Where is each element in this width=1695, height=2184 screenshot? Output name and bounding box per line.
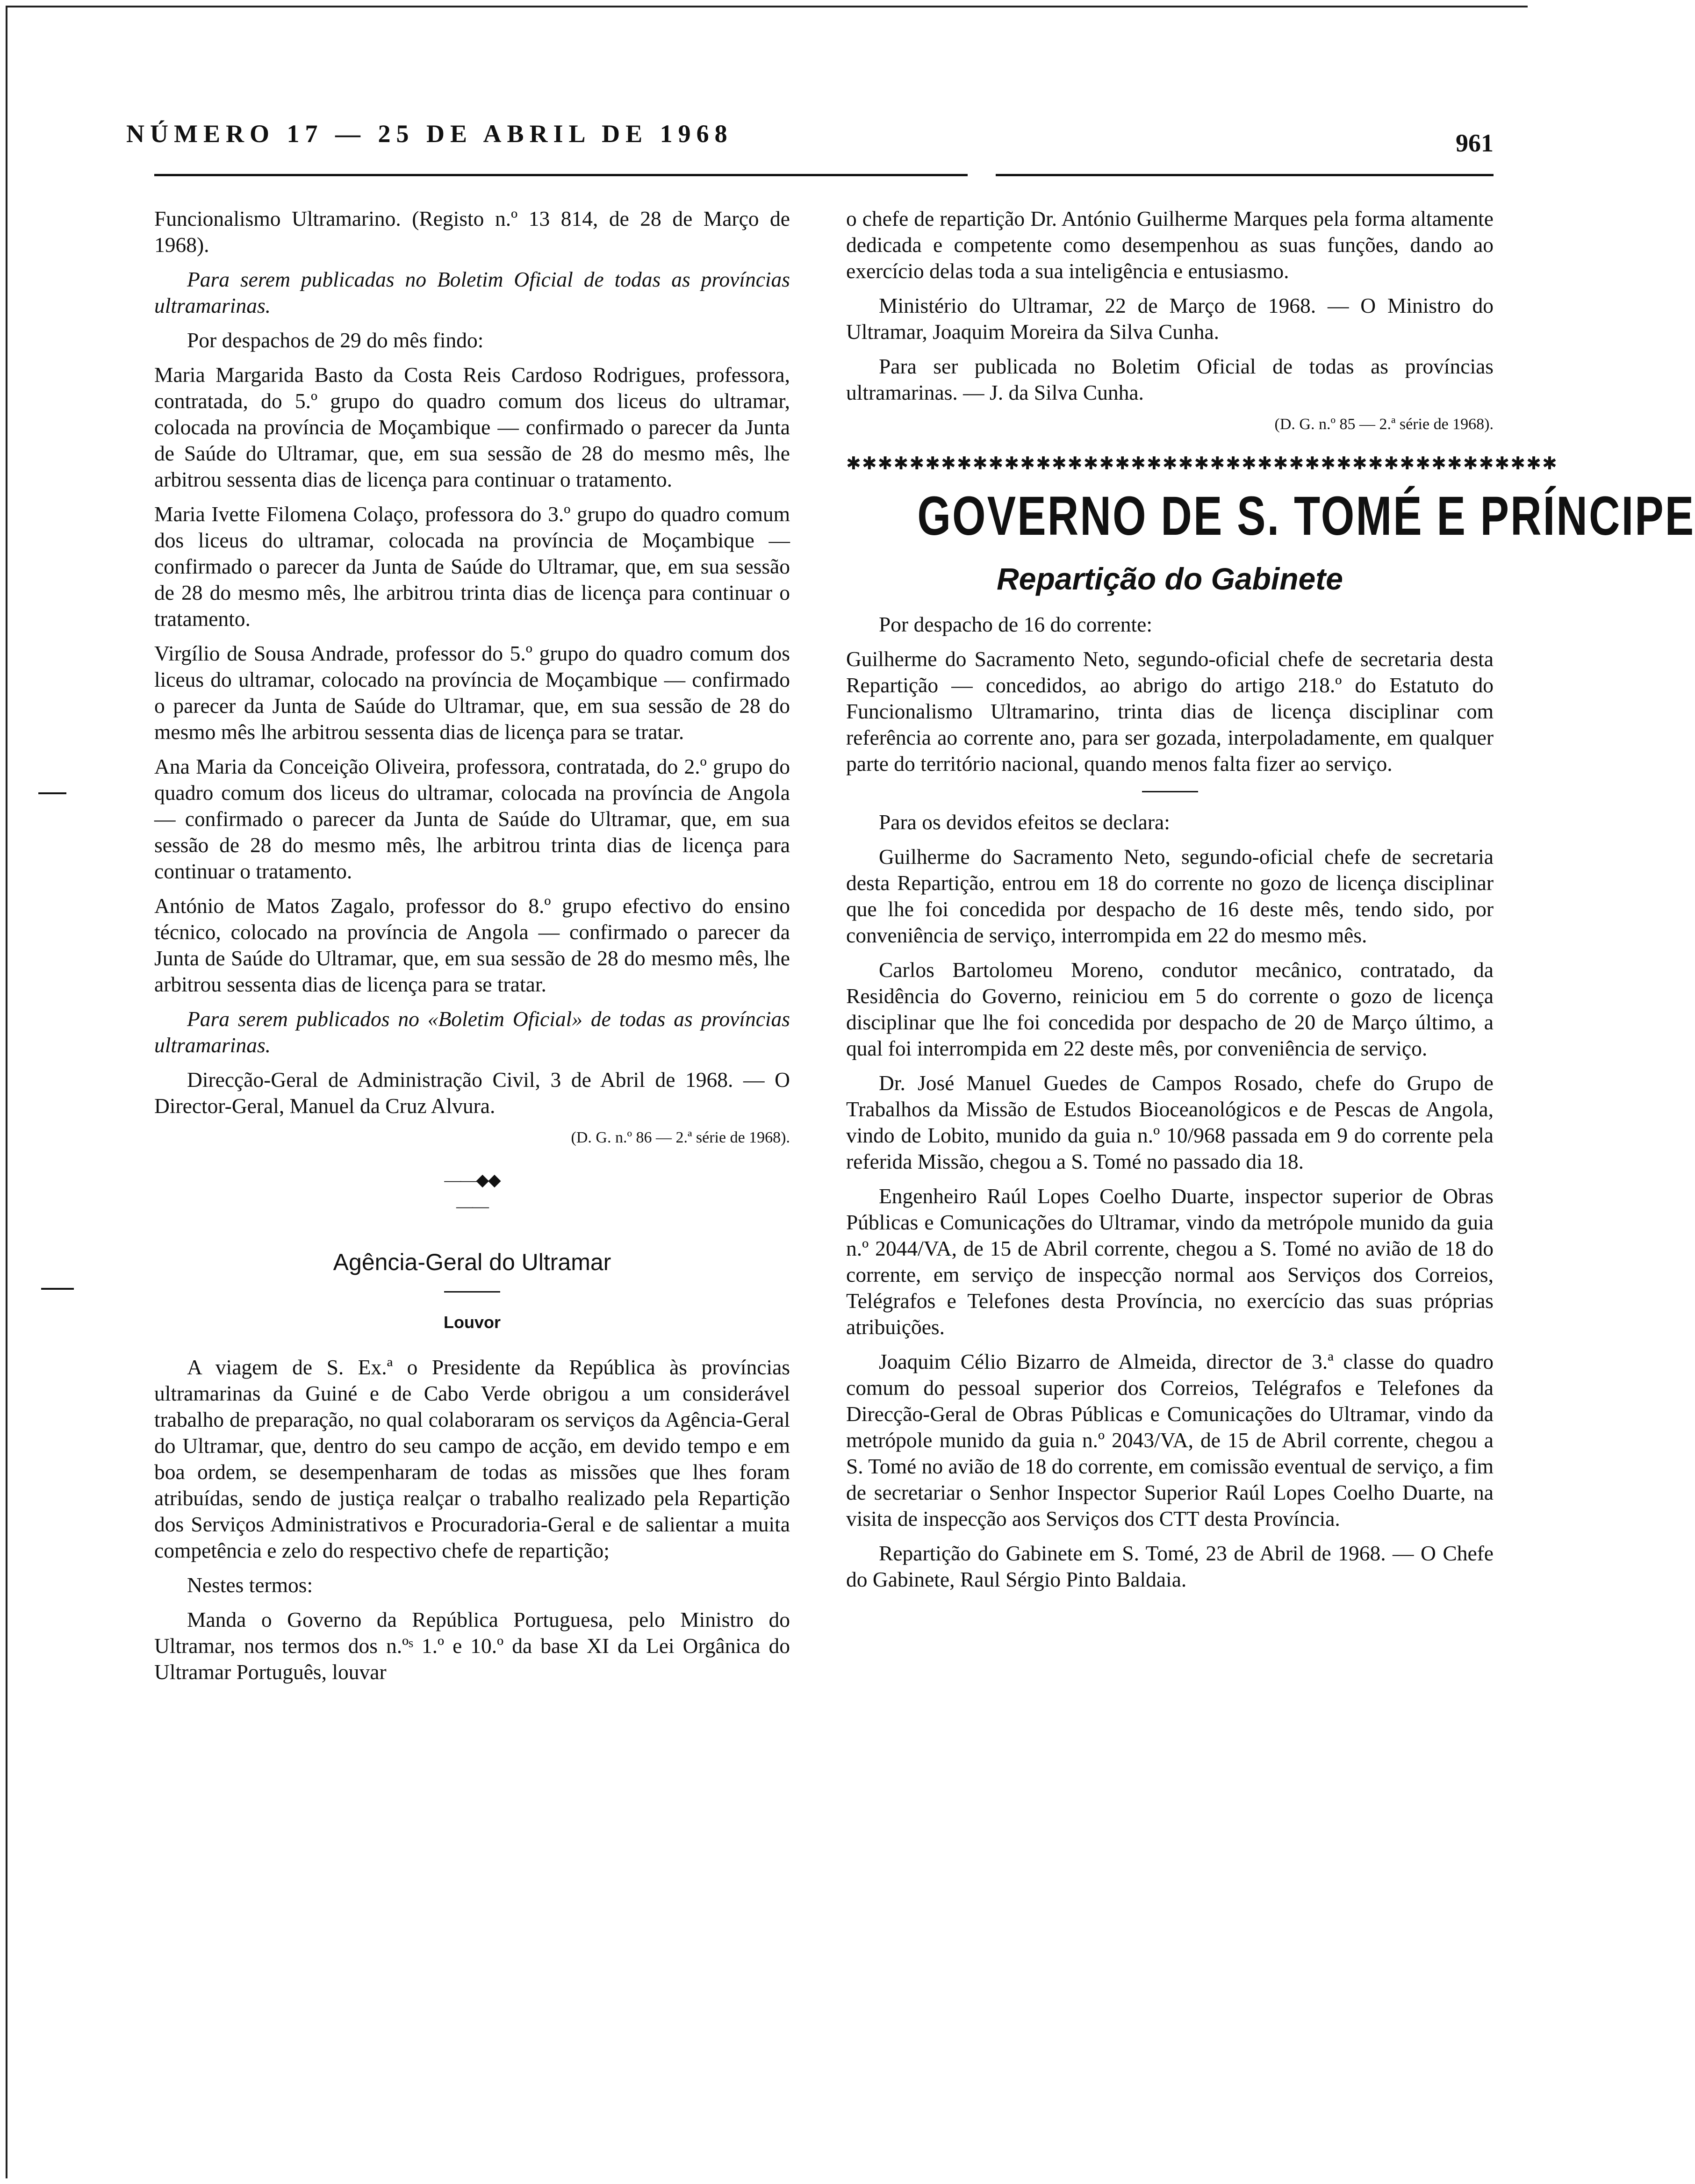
paragraph: Carlos Bartolomeu Moreno, condutor mecânico, contratado, da Residência do Governo, reiniciou em 5 do corrente o gozo de licença disciplinar que lhe foi concedida por despacho de 20 de Março último, a qual foi interrompida em 22 deste mês, por conveniência de serviço. [846,958,1494,1060]
separator-rule [444,1291,500,1293]
separator-rule [1142,791,1198,792]
paragraph: Joaquim Célio Bizarro de Almeida, director de 3.ª classe do quadro comum do pessoal superior dos Correios, Telégrafos e Telefones da Direcção-Geral de Obras Públicas e Comunicações do Ultramar, vindo da metrópole munido da guia n.º 2043/VA, de 15 de Abril corrente, chegou a S. Tomé no avião de 18 do corrente, em comissão eventual de serviço, a fim de secretariar o Senhor Inspector Superior Raúl Lopes Coelho Duarte, na visita de inspecção aos Serviços dos CTT desta Província. [846,1350,1494,1530]
paragraph: Virgílio de Sousa Andrade, professor do 5.º grupo do quadro comum dos liceus do ultramar, colocado na província de Moçambique — confirmado o parecer da Junta de Saúde do Ultramar, que, em sua sessão de 28 do mesmo mês lhe arbitrou sessenta dias de licença para se tratar. [154,641,790,744]
paragraph: Manda o Governo da República Portuguesa, pelo Ministro do Ultramar, nos termos dos n.ºˢ 1.º e 10.º da base XI da Lei Orgânica do Ultramar Português, louvar [154,1608,790,1684]
government-title: GOVERNO DE S. TOMÉ E PRÍNCIPE [917,485,1695,547]
signature-line: Ministério do Ultramar, 22 de Março de 1968. — O Ministro do Ultramar, Joaquim Moreira da Silva Cunha. [846,294,1494,344]
paragraph: A viagem de S. Ex.ª o Presidente da República às províncias ultramarinas da Guiné e de Cabo Verde obrigou a um considerável trabalho de preparação, no qual colaboraram os serviços da Agência-Geral do Ultramar, que, dentro do seu campo de acção, em devido tempo e em boa ordem, se desempenharam de todas as missões que lhes foram atribuídas, sendo de justiça realçar o trabalho realizado pela Repartição dos Serviços Administrativos e Procuradoria-Geral e de salientar a muita competência e zelo do respectivo chefe de repartição; [154,1355,790,1562]
paragraph: António de Matos Zagalo, professor do 8.º grupo efectivo do ensino técnico, colocado na província de Angola — confirmado o parecer da Junta de Saúde do Ultramar, que, em sua sessão de 28 do mesmo mês, lhe arbitrou sessenta dias de licença para se tratar. [154,894,790,996]
signature-line: Repartição do Gabinete em S. Tomé, 23 de Abril de 1968. — O Chefe do Gabinete, Raul Sérgio Pinto Baldaia. [846,1541,1494,1591]
paragraph: Nestes termos: [187,1573,313,1597]
section-subtitle: Louvor [444,1313,501,1332]
paragraph: o chefe de repartição Dr. António Guilherme Marques pela forma altamente dedicada e competente como desempenhou as suas funções, dando ao exercício delas toda a sua inteligência e entusiasmo. [846,207,1494,283]
paragraph: Para os devidos efeitos se declara: [879,810,1170,834]
separator-ornament: ——◆◆—— [444,1171,500,1215]
paragraph: Ana Maria da Conceição Oliveira, professora, contratada, do 2.º grupo do quadro comum dos liceus do ultramar, colocada na província de Angola — confirmado o parecer da Junta de Saúde do Ultramar, que, em sua sessão de 28 do mesmo mês, lhe arbitrou trinta dias de licença para continuar o tratamento. [154,754,790,883]
publication-note: Para serem publicados no «Boletim Oficial» de todas as províncias ultramarinas. [154,1007,790,1057]
signature-line: Direcção-Geral de Administração Civil, 3 de Abril de 1968. — O Director-Geral, Manuel da Cruz Alvura. [154,1068,790,1118]
page-number: 961 [1456,129,1494,157]
paragraph: Guilherme do Sacramento Neto, segundo-oficial chefe de secretaria desta Repartição — concedidos, ao abrigo do artigo 218.º do Estatuto do Funcionalismo Ultramarino, trinta dias de licença disciplinar com referência ao corrente ano, para ser gozada, interpoladamente, em qualquer parte do território nacional, quando menos falta fizer ao serviço. [846,647,1494,776]
margin-mark [41,1288,74,1290]
star-separator: ✱✱✱✱✱✱✱✱✱✱✱✱✱✱✱✱✱✱✱✱✱✱✱✱✱✱✱✱✱✱✱✱✱✱✱✱✱✱✱✱✱✱✱✱✱ [846,454,1558,474]
citation: (D. G. n.º 86 — 2.ª série de 1968). [571,1129,790,1146]
paragraph: Engenheiro Raúl Lopes Coelho Duarte, inspector superior de Obras Públicas e Comunicações do Ultramar, vindo da metrópole munido da guia n.º 2044/VA, de 15 de Abril corrente, chegou a S. Tomé no avião de 18 do corrente, em serviço de inspecção normal aos Serviços dos Correios, Telégrafos e Telefones desta Província, no exercício das suas próprias atribuições. [846,1184,1494,1339]
paragraph: Funcionalismo Ultramarino. (Registo n.º 13 814, de 28 de Março de 1968). [154,207,790,257]
publication-note: Para serem publicadas no Boletim Oficial de todas as províncias ultramarinas. [154,267,790,317]
paragraph: Guilherme do Sacramento Neto, segundo-oficial chefe de secretaria desta Repartição, entrou em 18 do corrente no gozo de licença disciplinar que lhe foi concedida por despacho de 16 deste mês, tendo sido, por conveniência de serviço, interrompida em 22 do mesmo mês. [846,845,1494,947]
page-header [126,119,1494,161]
section-title: Agência-Geral do Ultramar [333,1249,611,1275]
paragraph: Por despachos de 29 do mês findo: [187,328,484,352]
right-column [846,206,1695,1601]
citation: (D. G. n.º 85 — 2.ª série de 1968). [1274,416,1494,433]
issue-heading: NÚMERO 17 — 25 DE ABRIL DE 1968 [126,120,733,148]
department-title: Repartição do Gabinete [997,561,1343,596]
publication-note: Para ser publicada no Boletim Oficial de todas as províncias ultramarinas. — J. da Silva Cunha. [846,354,1494,404]
left-column [154,206,790,1694]
paragraph: Maria Ivette Filomena Colaço, professora do 3.º grupo do quadro comum dos liceus do ultramar, colocada na província de Moçambique — confirmado o parecer da Junta de Saúde do Ultramar, que, em sua sessão de 28 do mesmo mês, lhe arbitrou trinta dias de licença para continuar o tratamento. [154,502,790,631]
paragraph: Maria Margarida Basto da Costa Reis Cardoso Rodrigues, professora, contratada, do 5.º grupo do quadro comum dos liceus do ultramar, colocada na província de Moçambique — confirmado o parecer da Junta de Saúde do Ultramar, que, em sua sessão de 28 do mesmo mês, lhe arbitrou sessenta dias de licença para continuar o tratamento. [154,363,790,491]
paragraph: Por despacho de 16 do corrente: [879,612,1152,636]
margin-mark [38,792,66,794]
paragraph: Dr. José Manuel Guedes de Campos Rosado, chefe do Grupo de Trabalhos da Missão de Estudos Bioceanológicos e de Pescas de Angola, vindo de Lobito, munido da guia n.º 10/968 passada em 9 do corrente pela referida Missão, chegou a S. Tomé no passado dia 18. [846,1071,1494,1173]
header-rule-left [154,174,968,176]
header-rule-right [996,174,1494,176]
